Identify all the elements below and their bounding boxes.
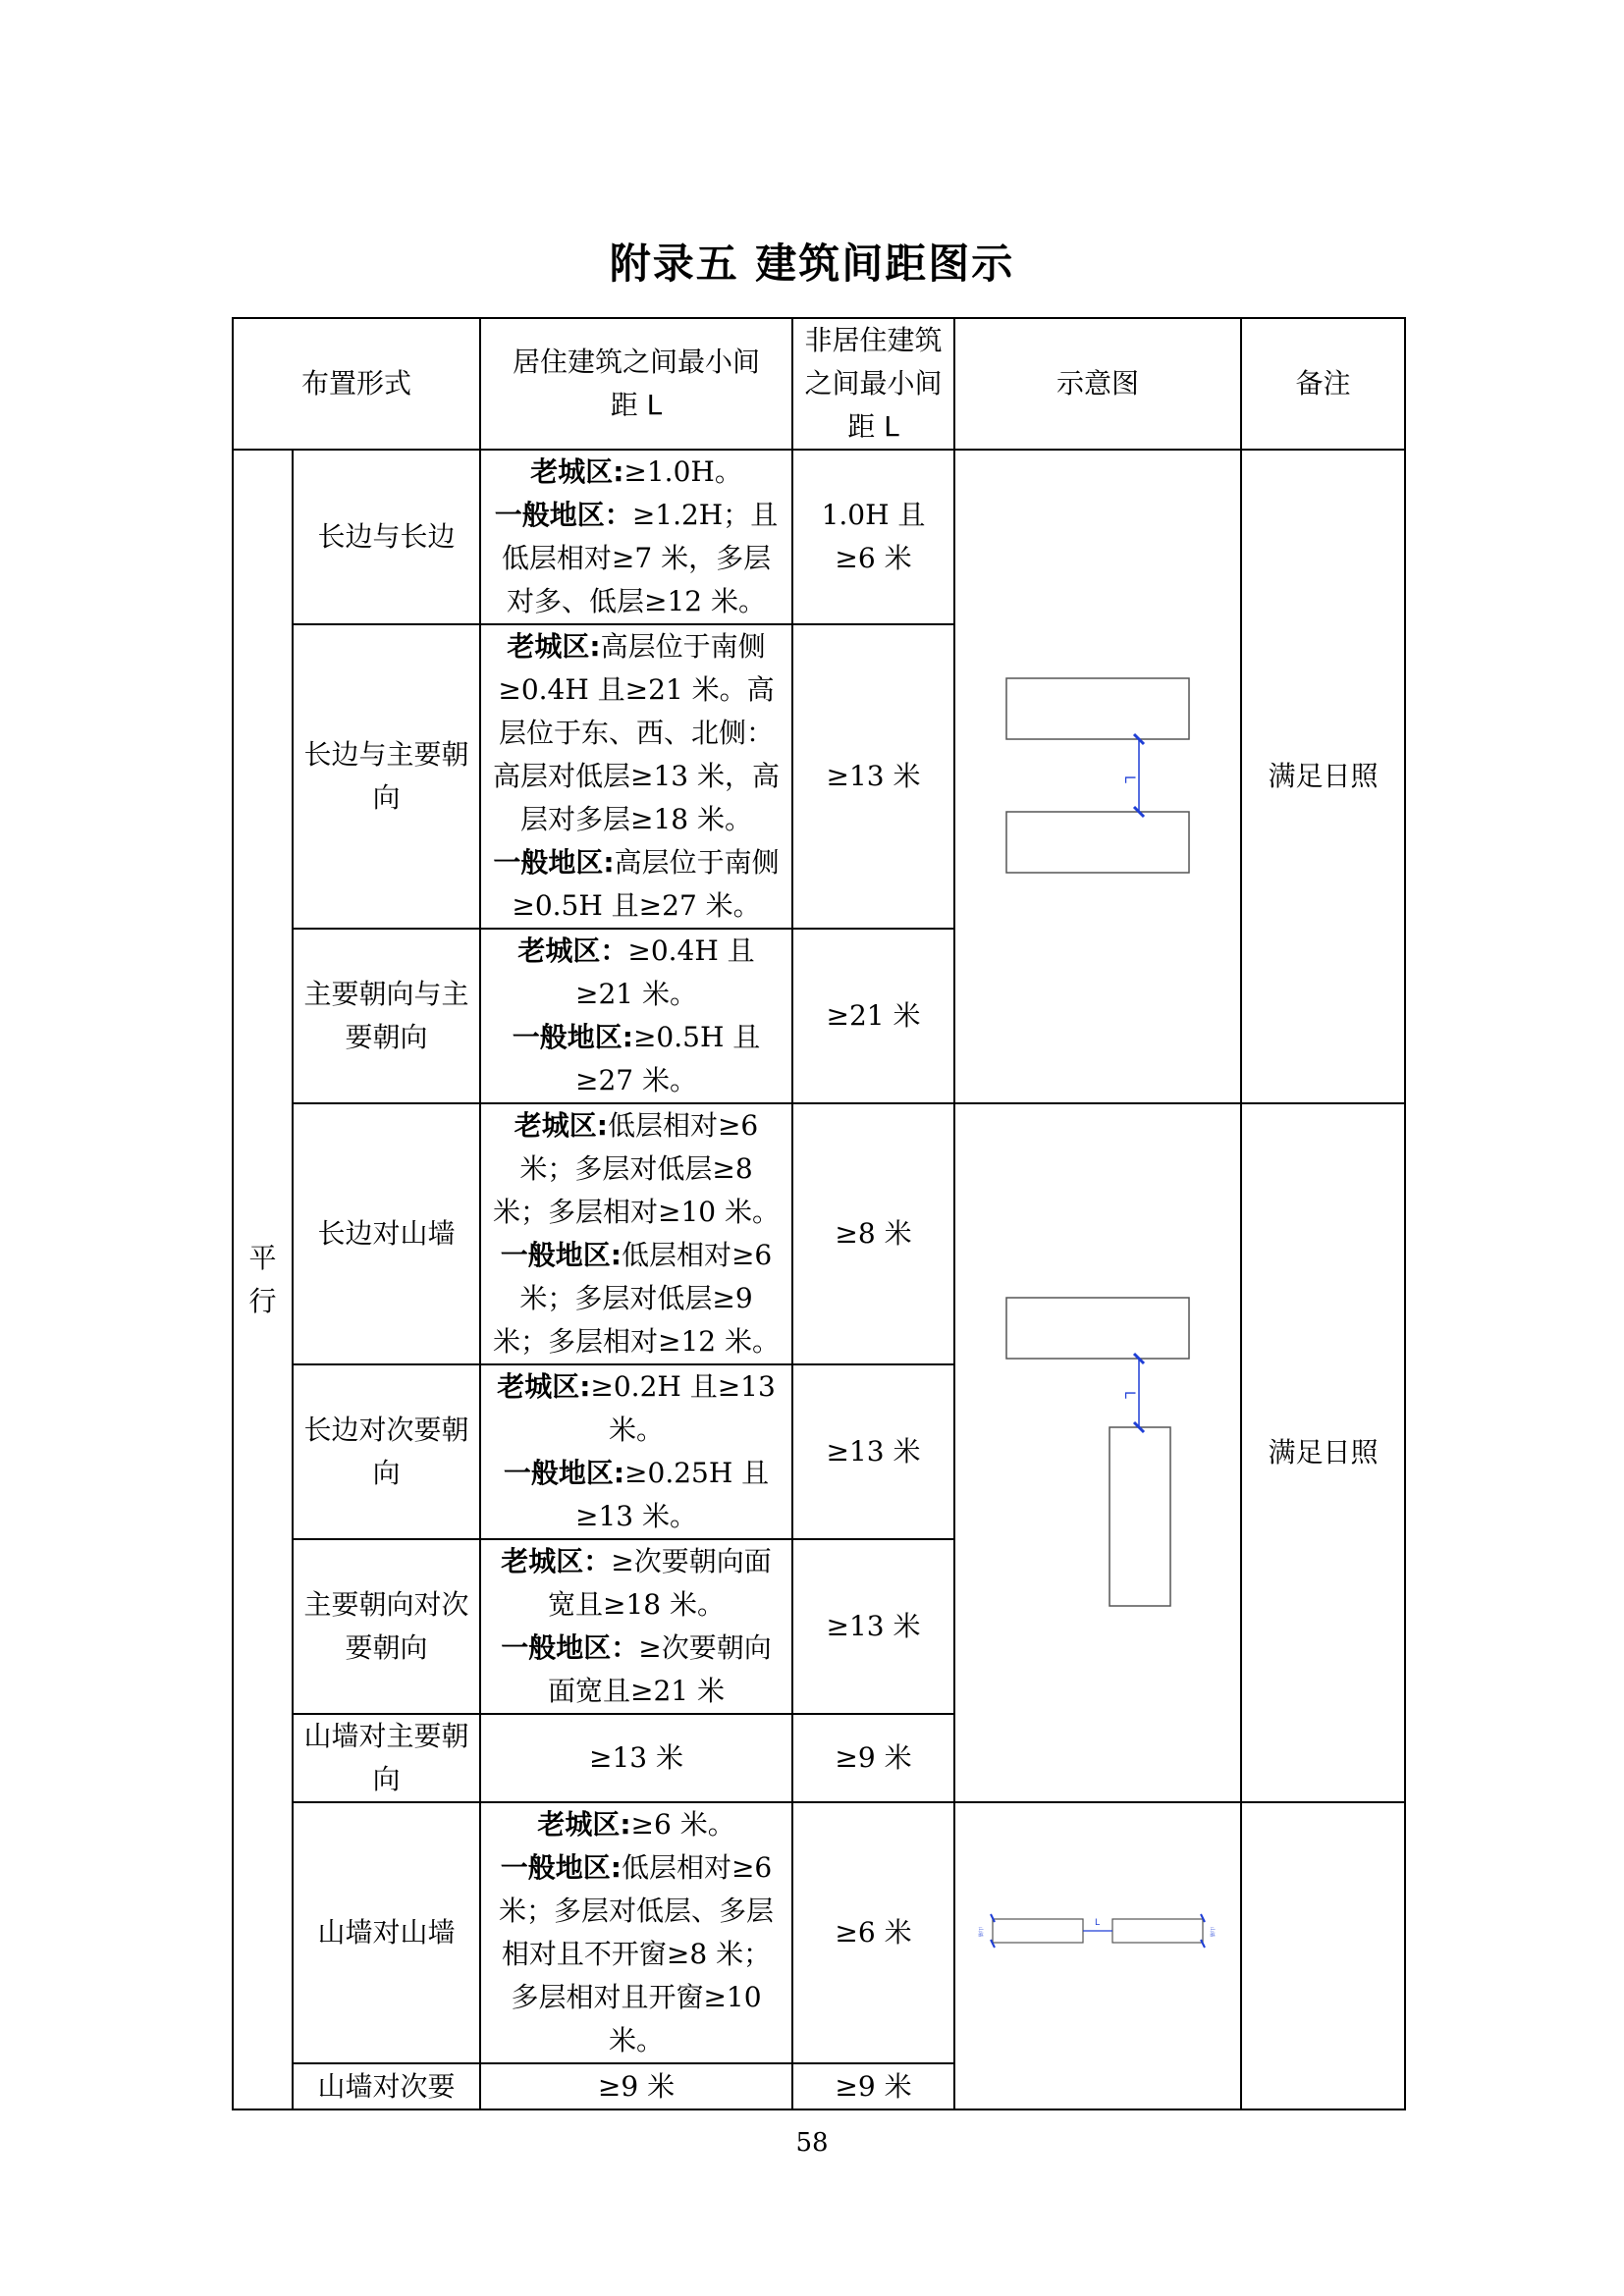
diagram-gable-gable xyxy=(954,1802,1241,2109)
row-name: 山墙对主要朝向 xyxy=(293,1714,480,1802)
residential-spacing: 老城区:≥0.2H 且≥13 米。 一般地区:≥0.25H 且≥13 米。 xyxy=(480,1364,792,1539)
nonresidential-spacing: ≥6 米 xyxy=(792,1802,954,2063)
header-remark: 备注 xyxy=(1241,318,1405,450)
row-name: 长边与主要朝向 xyxy=(293,624,480,929)
table-row xyxy=(233,450,1405,624)
table-row xyxy=(233,1802,1405,2063)
nonresidential-spacing: ≥9 米 xyxy=(792,2063,954,2109)
nonresidential-spacing: ≥13 米 xyxy=(792,1364,954,1539)
nonresidential-spacing: ≥13 米 xyxy=(792,624,954,929)
diagram-long-side-gable xyxy=(954,1103,1241,1802)
building-bottom xyxy=(1006,812,1189,873)
dimension-label: L xyxy=(1121,1391,1138,1399)
spacing-table xyxy=(232,317,1406,2110)
nonresidential-spacing: 1.0H 且≥6 米 xyxy=(792,450,954,624)
residential-spacing: 老城区:高层位于南侧≥0.4H 且≥21 米。高层位于东、西、北侧：高层对低层≥13 米，高层对多层≥18 米。 一般地区:高层位于南侧≥0.5H 且≥27 米。 xyxy=(480,624,792,929)
building-top xyxy=(1006,678,1189,739)
row-name: 长边对次要朝向 xyxy=(293,1364,480,1539)
building-left xyxy=(993,1919,1083,1943)
dimension-label: L xyxy=(1121,774,1138,783)
diagram-long-side-parallel xyxy=(954,450,1241,1103)
end-label-right: 山墙 xyxy=(1209,1927,1216,1938)
building-side xyxy=(1110,1427,1170,1606)
header-non-residential: 非居住建筑之间最小间距 L xyxy=(792,318,954,450)
group-label-parallel: 平行 xyxy=(233,450,293,2109)
dimension-label: L xyxy=(1095,1918,1101,1928)
remark-empty xyxy=(1241,1802,1405,2109)
residential-spacing: 老城区:≥1.0H。 一般地区：≥1.2H；且低层相对≥7 米，多层对多、低层≥12 米。 xyxy=(480,450,792,624)
table-row xyxy=(233,1103,1405,1364)
nonresidential-spacing: ≥8 米 xyxy=(792,1103,954,1364)
building-right xyxy=(1112,1919,1203,1943)
row-name: 山墙对山墙 xyxy=(293,1802,480,2063)
residential-spacing: ≥13 米 xyxy=(480,1714,792,1802)
diagram-svg xyxy=(1004,1296,1191,1610)
header-layout: 布置形式 xyxy=(233,318,480,450)
residential-spacing: ≥9 米 xyxy=(480,2063,792,2109)
residential-spacing: 老城区：≥0.4H 且≥21 米。 一般地区:≥0.5H 且≥27 米。 xyxy=(480,929,792,1103)
residential-spacing: 老城区:≥6 米。 一般地区:低层相对≥6 米；多层对低层、多层相对且不开窗≥8 米；多层相对且开窗≥10 米。 xyxy=(480,1802,792,2063)
header-diagram: 示意图 xyxy=(954,318,1241,450)
nonresidential-spacing: ≥21 米 xyxy=(792,929,954,1103)
header-residential: 居住建筑之间最小间距 L xyxy=(480,318,792,450)
diagram-svg xyxy=(1004,676,1191,878)
row-name: 主要朝向对次要朝向 xyxy=(293,1539,480,1714)
row-name: 山墙对次要 xyxy=(293,2063,480,2109)
page-title: 附录五 建筑间距图示 xyxy=(609,240,1015,288)
row-name: 长边对山墙 xyxy=(293,1103,480,1364)
table-header-row xyxy=(233,318,1405,450)
nonresidential-spacing: ≥13 米 xyxy=(792,1539,954,1714)
remark-sunlight-1: 满足日照 xyxy=(1241,450,1405,1103)
end-label-left: 山墙 xyxy=(977,1927,984,1938)
diagram-svg xyxy=(975,1901,1220,1960)
page-number: 58 xyxy=(795,2128,829,2158)
row-name: 主要朝向与主要朝向 xyxy=(293,929,480,1103)
residential-spacing: 老城区：≥次要朝向面宽且≥18 米。 一般地区：≥次要朝向面宽且≥21 米 xyxy=(480,1539,792,1714)
remark-sunlight-2: 满足日照 xyxy=(1241,1103,1405,1802)
nonresidential-spacing: ≥9 米 xyxy=(792,1714,954,1802)
residential-spacing: 老城区:低层相对≥6 米；多层对低层≥8 米；多层相对≥10 米。 一般地区:低层相对≥6 米；多层对低层≥9 米；多层相对≥12 米。 xyxy=(480,1103,792,1364)
building-top xyxy=(1006,1298,1189,1359)
row-name: 长边与长边 xyxy=(293,450,480,624)
